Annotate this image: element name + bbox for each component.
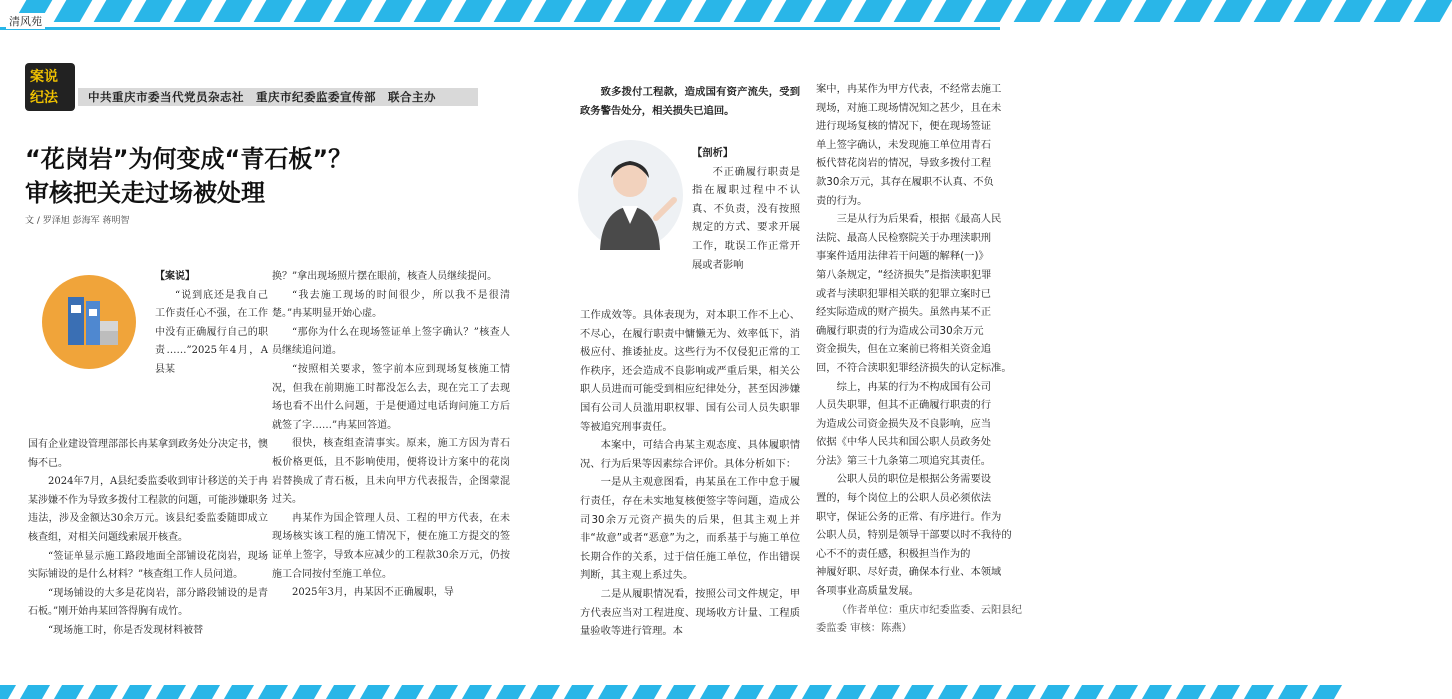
text-line: 为造成公司资金损失及不良影响，应当 xyxy=(816,417,992,430)
analysis-intro-block xyxy=(692,144,800,274)
text-line: 置的，每个岗位上的公职人员必须依法 xyxy=(816,492,992,505)
text-line: 责的行为。 xyxy=(816,194,868,207)
stripe xyxy=(1176,685,1206,699)
stripe xyxy=(292,685,322,699)
binder-illustration xyxy=(42,275,136,369)
paragraph: 国有企业建设管理部部长冉某拿到政务处分决定书，懊悔不已。 xyxy=(28,439,268,469)
paragraph: 2025年3月，冉某因不正确履职，导 xyxy=(292,587,454,599)
credit-line: （作者单位：重庆市纪委监委、云阳县纪 xyxy=(836,603,1022,616)
stripe xyxy=(1134,0,1173,22)
stripe xyxy=(1374,0,1413,22)
logo-line2: 纪法 xyxy=(30,90,58,106)
stripe xyxy=(174,0,213,22)
stripe xyxy=(20,685,50,699)
stripe xyxy=(972,685,1002,699)
stripe xyxy=(1174,0,1213,22)
bottom-stripes xyxy=(0,683,1000,699)
stripe xyxy=(530,685,560,699)
stripe xyxy=(214,0,253,22)
paragraph: “现场施工时，你是否发现材料被替 xyxy=(48,624,204,636)
stripe xyxy=(258,685,288,699)
paragraph: 一是从主观意图看，冉某虽在工作中怠于履行责任，存在未实地复核便签字等问题，造成公司30余万元资产损失的后果，但其主观上并非“故意”或者“恶意”为之，而系基于与施工单位长期合作的关系，过于信任施工单位，作出错误判断，其主观上系过失。 xyxy=(580,476,800,582)
stripe xyxy=(122,685,152,699)
text-line: 款30余万元，其存在履职不认真、不负 xyxy=(816,175,994,188)
top-rule xyxy=(0,27,1000,30)
stripe xyxy=(462,685,492,699)
stripe xyxy=(360,685,390,699)
stripe xyxy=(454,0,493,22)
stripe xyxy=(496,685,526,699)
stripe xyxy=(654,0,693,22)
stripe xyxy=(694,0,733,22)
paragraph: 冉某作为国企管理人员、工程的甲方代表，在未现场核实该工程的施工情况下，便在施工方提交的签证单上签字，导致本应减少的工程款30余万元，仍按施工合同按付至施工单位。 xyxy=(272,512,510,580)
case-heading: 【案说】 xyxy=(155,271,195,282)
stripe xyxy=(224,685,254,699)
stripe xyxy=(494,0,533,22)
stripe xyxy=(54,685,84,699)
stripe xyxy=(334,0,373,22)
presenter-illustration xyxy=(578,140,683,250)
column-logo xyxy=(25,63,75,111)
top-banner xyxy=(0,0,1000,30)
stripe xyxy=(934,0,973,22)
text-line: 单上签字确认，未发现施工单位用青石 xyxy=(816,138,992,151)
text-line: 进行现场复核的情况下，便在现场签证 xyxy=(816,120,992,133)
text-line: 板代替花岗岩的情况，导致多拨付工程 xyxy=(816,157,992,170)
stripe xyxy=(534,0,573,22)
stripe xyxy=(88,685,118,699)
stripe xyxy=(394,685,424,699)
stripe xyxy=(1094,0,1133,22)
case-intro-block xyxy=(155,268,268,380)
stripe xyxy=(1312,685,1342,699)
stripe xyxy=(1108,685,1138,699)
stripe xyxy=(774,0,813,22)
stripe xyxy=(428,685,458,699)
text-line: 公职人员的职位是根据公务需要设 xyxy=(836,473,992,486)
text-line: 人员失职罪，但其不正确履行职责的行 xyxy=(816,399,992,412)
stripe xyxy=(666,685,696,699)
presenter-icon xyxy=(578,140,683,250)
logo-line1: 案说 xyxy=(30,69,58,85)
stripe xyxy=(598,685,628,699)
text-line: 现场，对施工现场情况知之甚少，且在未 xyxy=(816,101,1002,114)
column-4 xyxy=(816,80,1022,638)
paragraph: 2024年7月，A县纪委监委收到审计移送的关于冉某涉嫌不作为导致多拨付工程款的问题，可能涉嫌职务违法，涉及金额达30余万元。该县纪委监委随即成立核查组，对相关问题线索展开核查。 xyxy=(28,476,268,543)
stripe xyxy=(870,685,900,699)
column-3-top xyxy=(580,83,800,120)
stripe xyxy=(564,685,594,699)
text-line: 或者与渎职犯罪相关联的犯罪立案时已 xyxy=(816,287,992,300)
stripe xyxy=(94,0,133,22)
stripe xyxy=(294,0,333,22)
stripe xyxy=(134,0,173,22)
credit-line: 委监委 审核：陈燕） xyxy=(816,622,912,635)
stripe xyxy=(904,685,934,699)
stripe xyxy=(836,685,866,699)
stripe xyxy=(1334,0,1373,22)
case-intro: “说到底还是我自己工作责任心不强，在工作中没有正确履行自己的职责……”2025年4月，A县某 xyxy=(155,289,268,375)
stripe xyxy=(1014,0,1053,22)
binder-icon xyxy=(42,275,136,369)
stripe xyxy=(854,0,893,22)
stripe xyxy=(1244,685,1274,699)
stripe xyxy=(614,0,653,22)
stripe xyxy=(190,685,220,699)
paragraph: “我去施工现场的时间很少，所以我不是很清楚。”冉某明显开始心虚。 xyxy=(272,289,510,320)
stripe xyxy=(326,685,356,699)
text-line: 确履行职责的行为造成公司30余万元 xyxy=(816,324,984,337)
article-title xyxy=(25,142,352,210)
stripe xyxy=(894,0,933,22)
stripe xyxy=(54,0,93,22)
text-line: 综上，冉某的行为不构成国有公司 xyxy=(836,380,992,393)
stripe xyxy=(0,685,16,699)
text-line: 三是从行为后果看，根据《最高人民 xyxy=(836,213,1002,226)
stripe xyxy=(1040,685,1070,699)
column-3-top-para: 致多拨付工程款，造成国有资产流失，受到政务警告处分，相关损失已追回。 xyxy=(580,86,800,117)
stripe xyxy=(802,685,832,699)
text-line: 回，不符合渎职犯罪经济损失的认定标准。 xyxy=(816,361,1012,374)
stripe xyxy=(1278,685,1308,699)
text-line: 案中，冉某作为甲方代表，不经常去施工 xyxy=(816,83,1002,95)
stripe xyxy=(1210,685,1240,699)
stripe xyxy=(156,685,186,699)
section-label: 清风苑 xyxy=(6,13,45,29)
text-line: 各项事业高质量发展。 xyxy=(816,585,919,598)
sponsor-bar: 中共重庆市委当代党员杂志社 重庆市纪委监委宣传部 联合主办 xyxy=(78,88,478,106)
stripe xyxy=(734,0,773,22)
text-line: 依据《中华人民共和国公职人员政务处 xyxy=(816,436,992,449)
text-line: 法院、最高人民检察院关于办理渎职刑 xyxy=(816,231,992,244)
stripe xyxy=(374,0,413,22)
text-line: 职守，保证公务的正常、有序进行。作为 xyxy=(816,510,1002,523)
paragraph: “那你为什么在现场签证单上签字确认？”核查人员继续追问道。 xyxy=(272,326,510,357)
paragraph: “现场铺设的大多是花岗岩，部分路段铺设的是青石板。”刚开始冉某回答得胸有成竹。 xyxy=(28,587,268,618)
stripe xyxy=(414,0,453,22)
paragraph: 本案中，可结合冉某主观态度、具体履职情况、行为后果等因素综合评价。具体分析如下： xyxy=(580,439,800,470)
paragraph: 工作成效等。具体表现为，对本职工作不上心、不尽心，在履行职责中慵懒无为、效率低下，消极应付、推诿扯皮。这些行为不仅侵犯正常的工作秩序，还会造成不良影响或严重后果，相关公职人员进而可能受到相应纪律处分，甚至因涉嫌国有公司人员滥用职权罪、国有公司人员失职罪等被追究刑事责任。 xyxy=(580,309,800,433)
paragraph: 换？”拿出现场照片摆在眼前，核查人员继续提问。 xyxy=(272,271,498,282)
title-line2: 审核把关走过场被处理 xyxy=(25,179,265,207)
column-3 xyxy=(580,306,800,641)
text-line: 分法》第三十九条第二项追究其责任。 xyxy=(816,454,992,467)
text-line: 神履好职、尽好责，确保本行业、本领域 xyxy=(816,566,1002,579)
stripe xyxy=(1214,0,1253,22)
stripe xyxy=(1142,685,1172,699)
byline: 文 / 罗泽旭 彭海军 蒋明智 xyxy=(25,216,130,226)
text-line: 资金损失，但在立案前已将相关资金追 xyxy=(816,343,992,356)
paragraph: “签证单显示施工路段地面全部铺设花岗岩，现场实际铺设的是什么材料？”核查组工作人员问道。 xyxy=(28,550,268,581)
stripe xyxy=(1074,685,1104,699)
stripe xyxy=(574,0,613,22)
stripe xyxy=(938,685,968,699)
stripe xyxy=(1006,685,1036,699)
stripe xyxy=(254,0,293,22)
stripe xyxy=(700,685,730,699)
column-1 xyxy=(28,436,268,641)
stripe xyxy=(632,685,662,699)
stripe xyxy=(974,0,1013,22)
title-line1: “花岗岩”为何变成“青石板”？ xyxy=(25,145,353,173)
analysis-intro: 不正确履行职责是指在履职过程中不认真、不负责，没有按照规定的方式、要求开展工作，耽误工作正常开展或者影响 xyxy=(692,165,800,271)
top-stripes xyxy=(0,0,1000,22)
text-line: 经实际造成的财产损失。虽然冉某不正 xyxy=(816,306,992,319)
stripe xyxy=(768,685,798,699)
text-line: 心不不的责任感，积极担当作为的 xyxy=(816,547,971,560)
stripe xyxy=(1054,0,1093,22)
stripe xyxy=(814,0,853,22)
stripe xyxy=(1294,0,1333,22)
stripe xyxy=(1254,0,1293,22)
paragraph: 很快，核查组查清事实。原来，施工方因为青石板价格更低，且不影响使用，便将设计方案中的花岗岩替换成了青石板，且未向甲方代表报告，企图蒙混过关。 xyxy=(272,438,510,506)
stripe xyxy=(1414,0,1452,22)
text-line: 第八条规定，“经济损失”是指渎职犯罪 xyxy=(816,268,992,281)
text-line: 事案件适用法律若干问题的解释(一)》 xyxy=(816,250,989,263)
column-2 xyxy=(272,268,510,603)
stripe xyxy=(734,685,764,699)
analysis-heading: 【剖析】 xyxy=(692,147,734,159)
text-line: 公职人员，特别是领导干部要以时不我待的 xyxy=(816,529,1012,542)
paragraph: “按照相关要求，签字前本应到现场复核施工情况，但我在前期施工时都没怎么去，现在完工了去现场也看不出什么问题，于是便通过电话询问施工方后就签了字……”冉某回答道。 xyxy=(272,363,510,431)
paragraph: 二是从履职情况看，按照公司文件规定，甲方代表应当对工程进度、现场收方计量、工程质量验收等进行管理。本 xyxy=(580,587,800,638)
